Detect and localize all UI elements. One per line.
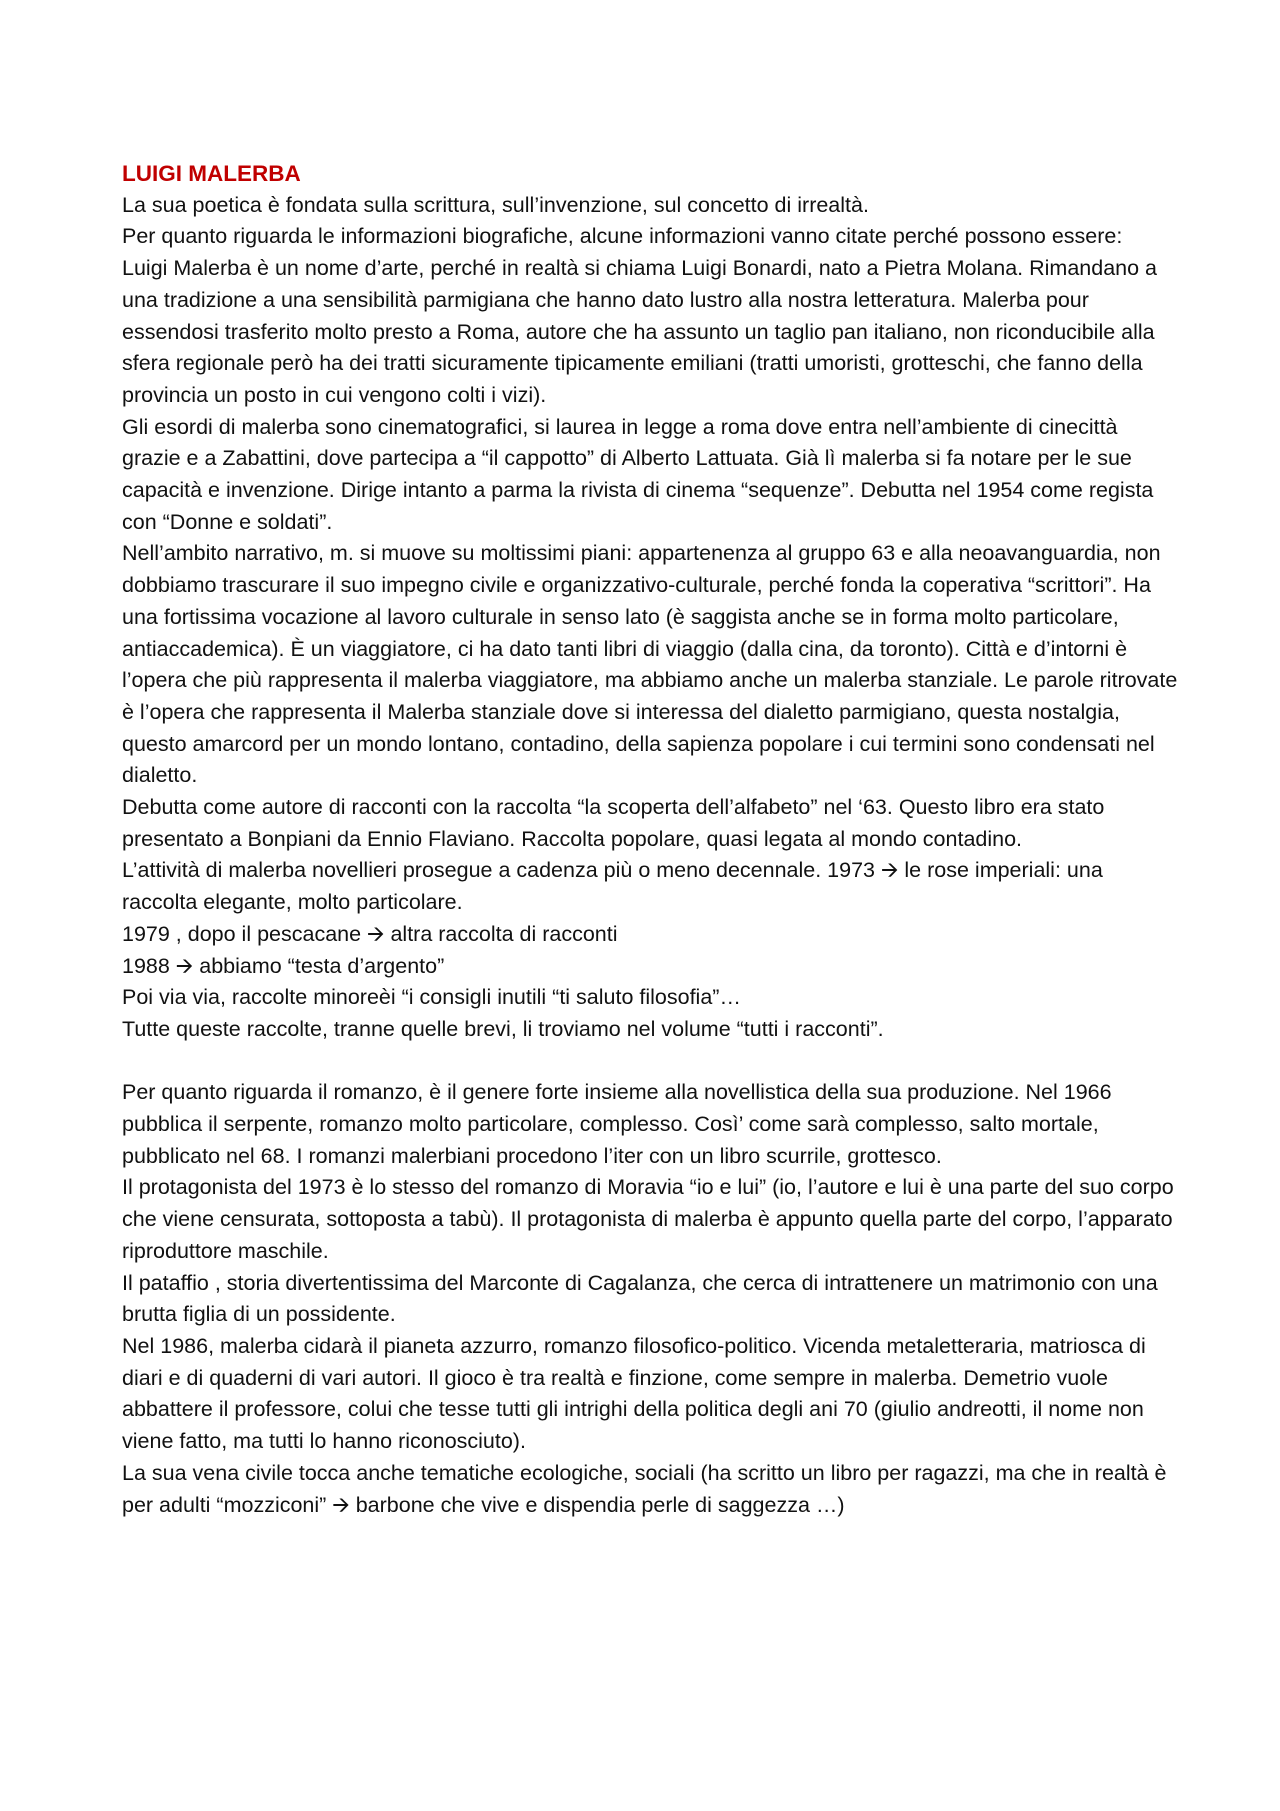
- paragraph: 1979 , dopo il pescacane 🡪 altra raccolta di racconti: [122, 921, 618, 946]
- paragraph: Luigi Malerba è un nome d’arte, perché in realtà si chiama Luigi Bonardi, nato a Pietra Molana. Rimandano a una tradizione a una sensibilità parmigiana che hanno dato lustro alla nostra letteratura. Malerba pour essendosi trasferito molto presto a Roma, autore che ha assunto un taglio pan italiano, non riconducibile alla sfera regionale però ha dei tratti sicuramente tipicamente emiliani (tratti umoristi, grotteschi, che fanno della provincia un posto in cui vengono colti i vizi).: [122, 256, 1157, 407]
- paragraph: Il pataffio , storia divertentissima del Marconte di Cagalanza, che cerca di intrattenere un matrimonio con una brutta figlia di un possidente.: [122, 1270, 1158, 1327]
- paragraph: Nel 1986, malerba cidarà il pianeta azzurro, romanzo filosofico-politico. Vicenda metaletteraria, matriosca di diari e di quaderni di vari autori. Il gioco è tra realtà e finzione, come sempre in malerba. Demetrio vuole abbattere il professore, colui che tesse tutti gli intrighi della politica degli ani 70 (giulio andreotti, il nome non viene fatto, ma tutti lo hanno riconosciuto).: [122, 1334, 1146, 1454]
- document-page: [122, 158, 1182, 1521]
- paragraph: Gli esordi di malerba sono cinematografici, si laurea in legge a roma dove entra nell’ambiente di cinecittà grazie e a Zabattini, dove partecipa a “il cappotto” di Alberto Lattuata. Già lì malerba si fa notare per le sue capacità e invenzione. Dirige intanto a parma la rivista di cinema “sequenze”. Debutta nel 1954 come regista con “Donne e soldati”.: [122, 414, 1154, 534]
- paragraph: La sua poetica è fondata sulla scrittura, sull’invenzione, sul concetto di irrealtà.: [122, 192, 869, 217]
- paragraph: La sua vena civile tocca anche tematiche ecologiche, sociali (ha scritto un libro per ragazzi, ma che in realtà è per adulti “mozziconi” 🡪 barbone che vive e dispendia perle di saggezza …): [122, 1460, 1167, 1517]
- paragraph: Il protagonista del 1973 è lo stesso del romanzo di Moravia “io e lui” (io, l’autore e lui è una parte del suo corpo che viene censurata, sottoposta a tabù). Il protagonista di malerba è appunto quella parte del corpo, l’apparato riproduttore maschile.: [122, 1175, 1174, 1263]
- paragraph: Debutta come autore di racconti con la raccolta “la scoperta dell’alfabeto” nel ‘63. Questo libro era stato presentato a Bonpiani da Ennio Flaviano. Raccolta popolare, quasi legata al mondo contadino.: [122, 795, 1105, 851]
- paragraph: Poi via via, raccolte minoreèi “i consigli inutili “ti saluto filosofia”…: [122, 985, 741, 1010]
- paragraph: Per quanto riguarda il romanzo, è il genere forte insieme alla novellistica della sua produzione. Nel 1966 pubblica il serpente, romanzo molto particolare, complesso. Così’ come sarà complesso, salto mortale, pubblicato nel 68. I romanzi malerbiani procedono l’iter con un libro scurrile, grottesco.: [122, 1080, 1112, 1168]
- paragraph: 1988 🡪 abbiamo “testa d’argento”: [122, 953, 445, 978]
- paragraph: Tutte queste raccolte, tranne quelle brevi, li troviamo nel volume “tutti i racconti”.: [122, 1016, 884, 1041]
- paragraph: Nell’ambito narrativo, m. si muove su moltissimi piani: appartenenza al gruppo 63 e alla neoavanguardia, non dobbiamo trascurare il suo impegno civile e organizzativo-culturale, perché fonda la coperativa “scrittori”. Ha una fortissima vocazione al lavoro culturale in senso lato (è saggista anche se in forma molto particolare, antiaccademica). È un viaggiatore, ci ha dato tanti libri di viaggio (dalla cina, da toronto). Città e d’intorni è l’opera che più rappresenta il malerba viaggiatore, ma abbiamo anche un malerba stanziale. Le parole ritrovate è l’opera che rappresenta il Malerba stanziale dove si interessa del dialetto parmigiano, questa nostalgia, questo amarcord per un mondo lontano, contadino, della sapienza popolare i cui termini sono condensati nel dialetto.: [122, 541, 1178, 788]
- document-title: LUIGI MALERBA: [122, 161, 301, 186]
- paragraph: Per quanto riguarda le informazioni biografiche, alcune informazioni vanno citate perché possono essere:: [122, 224, 1123, 249]
- paragraph-spacer: [122, 1046, 1182, 1078]
- paragraph: L’attività di malerba novellieri prosegue a cadenza più o meno decennale. 1973 🡪 le rose imperiali: una raccolta elegante, molto particolare.: [122, 858, 1103, 915]
